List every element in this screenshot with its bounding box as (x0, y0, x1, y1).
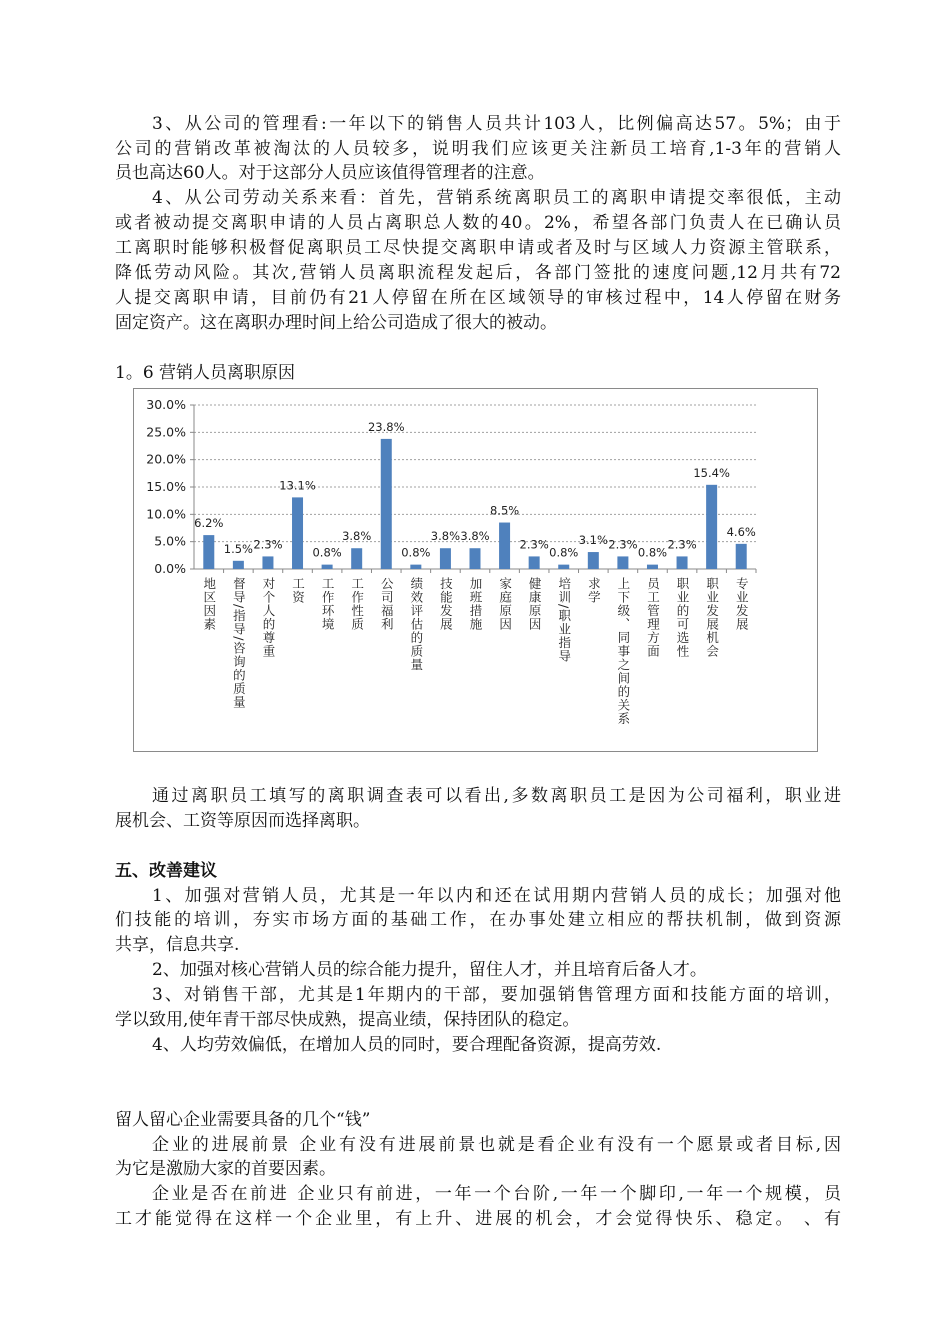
category-label: 加班措施 (468, 577, 483, 631)
bar (736, 544, 747, 569)
y-tick-label: 25.0% (146, 424, 186, 440)
suggestion-2: 2、加强对核心营销人员的综合能力提升，留住人才，并且培育后备人才。 (152, 960, 707, 980)
bar (529, 556, 540, 569)
y-tick-label: 15.0% (146, 479, 186, 494)
subsection-title: 留人留心企业需要具备的几个“钱” (115, 1110, 371, 1130)
y-tick-label: 0.0% (154, 561, 186, 576)
text-line: 工离职时能够积极督促离职员工尽快提交离职申请或者及时与区域人力资源主管联系， (115, 238, 841, 258)
data-label: 8.5% (489, 503, 520, 518)
text-line: 企业是否在前进 企业只有前进，一年一个台阶,一年一个脚印,一年一个规模，员 (152, 1184, 841, 1204)
category-label: 公司福利 (379, 577, 395, 631)
category-label: 职业的可选性 (675, 577, 691, 658)
chart-caption: 1。6 营销人员离职原因 (115, 363, 296, 383)
bar (440, 548, 451, 569)
suggestion-4: 4、人均劳效偏低，在增加人员的同时，要合理配备资源，提高劳效. (152, 1035, 662, 1055)
category-label: 督导/指导/咨询的质量 (231, 577, 247, 709)
category-label: 对个人的尊重 (260, 577, 276, 658)
category-label: 工作性质 (349, 577, 365, 631)
category-label: 工资 (290, 577, 306, 604)
y-tick-label: 20.0% (146, 451, 186, 467)
bar-chart (133, 388, 818, 752)
data-label: 3.8% (460, 529, 490, 544)
data-label: 2.3% (608, 537, 638, 552)
y-tick-label: 30.0% (146, 397, 186, 412)
bar (470, 548, 481, 569)
bar (558, 565, 569, 569)
text-line: 降低劳动风险。其次,营销人员离职流程发起后，各部门签批的速度问题,12月共有72 (115, 263, 841, 283)
category-label: 技能发展 (438, 577, 454, 631)
data-label: 2.3% (667, 537, 697, 552)
data-label: 15.4% (693, 465, 730, 480)
data-label: 0.8% (637, 545, 668, 560)
text-line: 员也高达60人。对于这部分人员应该值得管理者的注意。 (115, 163, 545, 183)
bar (410, 565, 421, 569)
category-label: 培训/职业指导 (556, 577, 572, 664)
bar (262, 556, 273, 569)
data-label: 4.6% (726, 524, 756, 539)
text-line: 1、加强对营销人员，尤其是一年以内和还在试用期内营销人员的成长；加强对他 (152, 886, 841, 906)
text-line: 4、从公司劳动关系来看：首先，营销系统离职员工的离职申请提交率很低，主动 (152, 188, 841, 208)
section-heading: 五、改善建议 (115, 861, 217, 881)
bar (381, 439, 392, 569)
category-label: 健康原因 (527, 577, 543, 631)
bar (322, 565, 333, 569)
bar (203, 535, 214, 569)
bar (351, 548, 362, 569)
bar (233, 561, 244, 569)
category-label: 工作环境 (320, 577, 336, 631)
bar (292, 497, 303, 569)
bar (647, 565, 658, 569)
category-label: 地区因素 (201, 577, 217, 631)
text-line: 固定资产。这在离职办理时间上给公司造成了很大的被动。 (115, 313, 557, 333)
text-line: 企业的进展前景 企业有没有进展前景也就是看企业有没有一个愿景或者目标,因 (152, 1135, 841, 1155)
text-line: 共享，信息共享. (115, 935, 240, 955)
category-label: 专业发展 (734, 577, 750, 631)
category-label: 员工管理方面 (645, 577, 661, 658)
data-label: 2.3% (519, 537, 549, 552)
bar (706, 485, 717, 569)
category-label: 上下级、同事之间的关系 (615, 577, 631, 726)
data-label: 3.1% (578, 533, 608, 548)
data-label: 6.2% (194, 516, 224, 531)
data-label: 3.8% (430, 529, 461, 544)
data-label: 23.8% (367, 419, 405, 434)
data-label: 13.1% (279, 478, 316, 493)
category-label: 求学 (586, 577, 602, 604)
data-label: 0.8% (401, 545, 431, 560)
text-line: 或者被动提交离职申请的人员占离职总人数的40。2%，希望各部门负责人在已确认员 (115, 213, 841, 233)
bar (617, 556, 628, 569)
y-tick-label: 5.0% (154, 533, 186, 549)
bar (677, 556, 688, 569)
category-label: 职业发展机会 (704, 577, 720, 658)
data-label: 3.8% (342, 529, 372, 544)
bar (499, 523, 510, 569)
text-line: 3、对销售干部，尤其是1年期内的干部，要加强销售管理方面和技能方面的培训， (152, 985, 841, 1005)
text-line: 工才能觉得在这样一个企业里，有上升、进展的机会，才会觉得快乐、稳定。 、有 (115, 1209, 841, 1229)
text-line: 学以致用,使年青干部尽快成熟，提高业绩，保持团队的稳定。 (115, 1010, 580, 1030)
category-label: 家庭原因 (497, 577, 513, 631)
category-label: 绩效评估的质量 (408, 577, 424, 672)
text-line: 3、从公司的管理看:一年以下的销售人员共计103人，比例偏高达57。5%；由于 (152, 114, 841, 134)
data-label: 0.8% (312, 545, 342, 560)
text-line: 公司的营销改革被淘汰的人员较多，说明我们应该更关注新员工培育,1-3年的营销人 (115, 139, 841, 159)
text-line: 通过离职员工填写的离职调查表可以看出,多数离职员工是因为公司福利，职业进 (152, 786, 841, 806)
text-line: 为它是激励大家的首要因素。 (115, 1159, 336, 1179)
bar (588, 552, 599, 569)
text-line: 展机会、工资等原因而选择离职。 (115, 811, 370, 831)
data-label: 2.3% (253, 537, 283, 552)
data-label: 1.5% (223, 541, 253, 556)
data-label: 0.8% (549, 545, 579, 560)
y-tick-label: 10.0% (146, 506, 186, 522)
text-line: 人提交离职申请，目前仍有21人停留在所在区域领导的审核过程中，14人停留在财务 (115, 288, 841, 308)
text-line: 们技能的培训，夯实市场方面的基础工作，在办事处建立相应的帮扶机制，做到资源 (115, 910, 841, 930)
